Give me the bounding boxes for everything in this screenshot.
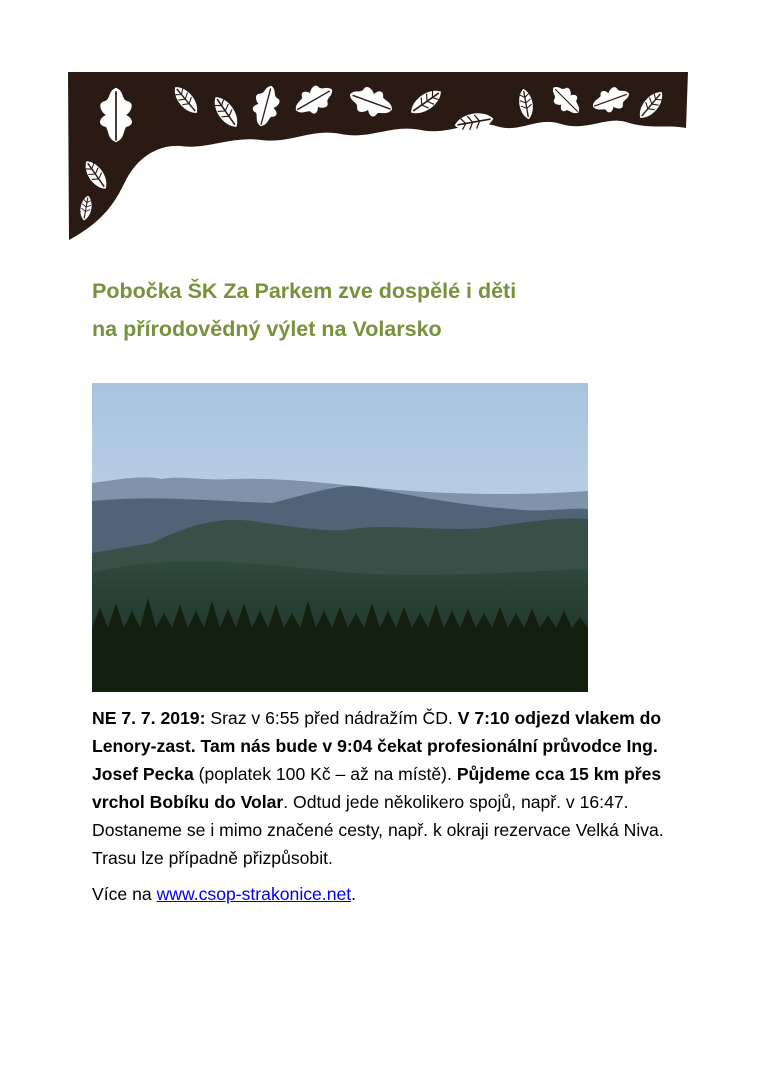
route-text: Půjdeme cca 15 km přes vrchol Bobíku do Volar — [92, 764, 662, 812]
meeting-text: Sraz v 6:55 před nádražím ČD. — [205, 708, 458, 728]
landscape-photo — [92, 383, 588, 692]
leaf-banner — [66, 70, 688, 242]
more-suffix: . — [351, 884, 357, 904]
fee-text: (poplatek 100 Kč – až na místě). — [193, 764, 457, 784]
title-line-1: Pobočka ŠK Za Parkem zve dospělé i děti — [92, 279, 517, 303]
details-text: . Odtud jede několikero spojů, např. v 16:47. Dostaneme se i mimo značené cesty, např. k okraji rezervace Velká Niva. Trasu lze případně přizpůsobit. — [92, 792, 664, 868]
page-title — [92, 272, 516, 348]
departure-text: V 7:10 odjezd vlakem do Lenory-zast. Tam nás bude v 9:04 čekat profesionální průvodce Ing. Josef Pecka — [92, 708, 662, 784]
event-date: NE 7. 7. 2019: — [92, 708, 206, 728]
event-description — [92, 704, 672, 908]
title-line-2: na přírodovědný výlet na Volarsko — [92, 317, 442, 341]
website-link[interactable]: www.csop-strakonice.net — [156, 884, 352, 904]
more-prefix: Více na — [92, 884, 157, 904]
more-info — [92, 880, 672, 908]
event-paragraph — [92, 704, 672, 872]
